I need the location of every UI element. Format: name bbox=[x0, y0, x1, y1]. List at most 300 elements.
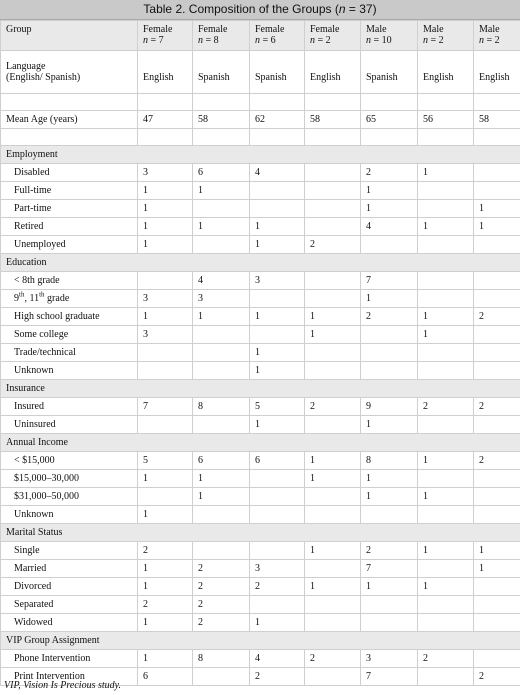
value-cell bbox=[418, 236, 474, 254]
column-gender: Male bbox=[366, 24, 387, 35]
value-cell: 8 bbox=[193, 650, 250, 668]
value-cell bbox=[250, 506, 305, 524]
value-cell: 3 bbox=[138, 164, 193, 182]
value-cell: 8 bbox=[193, 398, 250, 416]
value-cell bbox=[305, 164, 361, 182]
empty-cell bbox=[474, 94, 520, 111]
value-cell: 2 bbox=[305, 398, 361, 416]
table-row bbox=[1, 452, 520, 470]
table-row bbox=[1, 470, 520, 488]
row-label: $31,000–50,000 bbox=[1, 488, 138, 506]
value-cell: 5 bbox=[138, 452, 193, 470]
value-cell bbox=[361, 614, 418, 632]
row-label: Widowed bbox=[1, 614, 138, 632]
value-cell bbox=[305, 362, 361, 380]
row-label: Full-time bbox=[1, 182, 138, 200]
row-label: Insured bbox=[1, 398, 138, 416]
value-cell: 1 bbox=[418, 452, 474, 470]
language-cell: Spanish bbox=[361, 51, 418, 94]
language-label bbox=[1, 51, 138, 94]
value-cell: 3 bbox=[250, 272, 305, 290]
value-cell: 5 bbox=[250, 398, 305, 416]
row-label: Phone Intervention bbox=[1, 650, 138, 668]
value-cell bbox=[193, 236, 250, 254]
table-footnote: VIP, Vision Is Precious study. bbox=[4, 680, 122, 691]
row-label: Separated bbox=[1, 596, 138, 614]
row-label-part: , 11 bbox=[24, 293, 40, 304]
column-gender: Female bbox=[143, 24, 173, 35]
empty-cell bbox=[193, 129, 250, 146]
value-cell: 1 bbox=[474, 542, 520, 560]
column-gender: Male bbox=[423, 24, 444, 35]
value-cell: 1 bbox=[418, 488, 474, 506]
value-cell: 1 bbox=[361, 488, 418, 506]
mean-age-cell: 47 bbox=[138, 111, 193, 129]
column-n-symbol: n bbox=[255, 35, 260, 46]
column-n-symbol: n bbox=[143, 35, 148, 46]
table-row bbox=[1, 182, 520, 200]
value-cell: 2 bbox=[305, 650, 361, 668]
value-cell: 2 bbox=[361, 308, 418, 326]
value-cell: 1 bbox=[138, 308, 193, 326]
composition-table bbox=[0, 20, 520, 686]
value-cell bbox=[193, 362, 250, 380]
value-cell bbox=[250, 596, 305, 614]
value-cell bbox=[474, 596, 520, 614]
value-cell bbox=[250, 542, 305, 560]
value-cell: 2 bbox=[250, 578, 305, 596]
empty-cell bbox=[250, 94, 305, 111]
mean-age-cell: 56 bbox=[418, 111, 474, 129]
mean-age-label: Mean Age (years) bbox=[1, 111, 138, 129]
value-cell: 1 bbox=[361, 182, 418, 200]
empty-cell bbox=[418, 94, 474, 111]
table-row bbox=[1, 650, 520, 668]
mean-age-row bbox=[1, 111, 520, 129]
table-row bbox=[1, 416, 520, 434]
value-cell: 2 bbox=[474, 398, 520, 416]
value-cell: 1 bbox=[138, 182, 193, 200]
column-header bbox=[361, 21, 418, 51]
section-row-marital bbox=[1, 524, 520, 542]
value-cell bbox=[138, 344, 193, 362]
value-cell: 1 bbox=[138, 650, 193, 668]
section-label-insurance: Insurance bbox=[1, 380, 520, 398]
value-cell bbox=[418, 272, 474, 290]
section-row-income bbox=[1, 434, 520, 452]
mean-age-cell: 62 bbox=[250, 111, 305, 129]
section-label-vip: VIP Group Assignment bbox=[1, 632, 520, 650]
value-cell: 3 bbox=[193, 290, 250, 308]
value-cell bbox=[305, 218, 361, 236]
empty-cell bbox=[361, 129, 418, 146]
empty-cell bbox=[1, 129, 138, 146]
table-row bbox=[1, 236, 520, 254]
value-cell bbox=[361, 596, 418, 614]
value-cell bbox=[138, 488, 193, 506]
value-cell bbox=[305, 614, 361, 632]
value-cell bbox=[193, 200, 250, 218]
value-cell: 7 bbox=[361, 272, 418, 290]
value-cell: 2 bbox=[250, 668, 305, 686]
value-cell: 1 bbox=[361, 416, 418, 434]
value-cell bbox=[474, 506, 520, 524]
value-cell bbox=[305, 272, 361, 290]
empty-cell bbox=[361, 94, 418, 111]
value-cell bbox=[193, 416, 250, 434]
table-row bbox=[1, 308, 520, 326]
value-cell bbox=[418, 560, 474, 578]
value-cell: 3 bbox=[250, 560, 305, 578]
mean-age-cell: 65 bbox=[361, 111, 418, 129]
table-row bbox=[1, 218, 520, 236]
value-cell: 2 bbox=[474, 452, 520, 470]
column-count: = 6 bbox=[260, 35, 276, 46]
value-cell: 1 bbox=[418, 164, 474, 182]
value-cell bbox=[474, 578, 520, 596]
value-cell bbox=[418, 200, 474, 218]
value-cell bbox=[474, 470, 520, 488]
section-label-education: Education bbox=[1, 254, 520, 272]
value-cell bbox=[474, 488, 520, 506]
language-cell: English bbox=[474, 51, 520, 94]
value-cell bbox=[305, 200, 361, 218]
value-cell bbox=[361, 362, 418, 380]
table-row bbox=[1, 488, 520, 506]
mean-age-cell: 58 bbox=[305, 111, 361, 129]
value-cell: 6 bbox=[193, 164, 250, 182]
header-row bbox=[1, 21, 520, 51]
value-cell bbox=[361, 236, 418, 254]
row-label: Disabled bbox=[1, 164, 138, 182]
empty-cell bbox=[138, 94, 193, 111]
value-cell bbox=[474, 290, 520, 308]
value-cell bbox=[474, 164, 520, 182]
row-label: < 8th grade bbox=[1, 272, 138, 290]
section-label-employment: Employment bbox=[1, 146, 520, 164]
value-cell bbox=[193, 542, 250, 560]
table-row bbox=[1, 344, 520, 362]
value-cell bbox=[418, 344, 474, 362]
value-cell: 1 bbox=[250, 218, 305, 236]
empty-cell bbox=[193, 94, 250, 111]
column-gender: Male bbox=[479, 24, 500, 35]
table-title-suffix: = 37) bbox=[345, 2, 377, 16]
value-cell: 9 bbox=[361, 398, 418, 416]
table-row bbox=[1, 200, 520, 218]
value-cell: 1 bbox=[418, 542, 474, 560]
row-label: Married bbox=[1, 560, 138, 578]
value-cell bbox=[418, 596, 474, 614]
value-cell: 1 bbox=[250, 236, 305, 254]
value-cell: 1 bbox=[193, 182, 250, 200]
table-row bbox=[1, 362, 520, 380]
value-cell: 2 bbox=[193, 578, 250, 596]
row-label: High school graduate bbox=[1, 308, 138, 326]
value-cell bbox=[138, 272, 193, 290]
table-row bbox=[1, 398, 520, 416]
value-cell: 1 bbox=[305, 326, 361, 344]
value-cell bbox=[193, 506, 250, 524]
spacer-row bbox=[1, 94, 520, 111]
value-cell bbox=[474, 326, 520, 344]
value-cell bbox=[305, 506, 361, 524]
value-cell: 3 bbox=[138, 290, 193, 308]
value-cell bbox=[250, 326, 305, 344]
value-cell: 1 bbox=[138, 218, 193, 236]
column-count: = 2 bbox=[484, 35, 500, 46]
column-n-symbol: n bbox=[479, 35, 484, 46]
value-cell: 4 bbox=[250, 650, 305, 668]
column-header bbox=[138, 21, 193, 51]
language-cell: Spanish bbox=[193, 51, 250, 94]
row-label: Part-time bbox=[1, 200, 138, 218]
value-cell: 1 bbox=[250, 344, 305, 362]
section-row-employment bbox=[1, 146, 520, 164]
value-cell: 1 bbox=[418, 578, 474, 596]
value-cell: 2 bbox=[418, 398, 474, 416]
row-label bbox=[1, 290, 138, 308]
section-label-income: Annual Income bbox=[1, 434, 520, 452]
row-label: Retired bbox=[1, 218, 138, 236]
value-cell: 8 bbox=[361, 452, 418, 470]
group-header: Group bbox=[1, 21, 138, 51]
value-cell bbox=[250, 488, 305, 506]
value-cell bbox=[474, 416, 520, 434]
row-label: Some college bbox=[1, 326, 138, 344]
value-cell bbox=[418, 290, 474, 308]
column-count: = 8 bbox=[203, 35, 219, 46]
value-cell bbox=[361, 326, 418, 344]
value-cell: 6 bbox=[193, 452, 250, 470]
table-row bbox=[1, 542, 520, 560]
value-cell: 1 bbox=[361, 578, 418, 596]
row-label-part: grade bbox=[44, 293, 70, 304]
value-cell: 2 bbox=[138, 542, 193, 560]
row-label: Single bbox=[1, 542, 138, 560]
language-cell: English bbox=[418, 51, 474, 94]
row-label-superscript: th bbox=[39, 290, 45, 299]
table-row bbox=[1, 614, 520, 632]
value-cell: 6 bbox=[138, 668, 193, 686]
empty-cell bbox=[305, 129, 361, 146]
value-cell bbox=[305, 344, 361, 362]
value-cell bbox=[305, 290, 361, 308]
mean-age-cell: 58 bbox=[193, 111, 250, 129]
column-n-symbol: n bbox=[310, 35, 315, 46]
value-cell: 2 bbox=[361, 164, 418, 182]
row-label: Unknown bbox=[1, 362, 138, 380]
column-n-symbol: n bbox=[423, 35, 428, 46]
value-cell: 1 bbox=[474, 218, 520, 236]
value-cell bbox=[474, 344, 520, 362]
table-row bbox=[1, 290, 520, 308]
value-cell bbox=[250, 290, 305, 308]
value-cell bbox=[305, 560, 361, 578]
value-cell bbox=[250, 200, 305, 218]
section-row-vip bbox=[1, 632, 520, 650]
section-row-education bbox=[1, 254, 520, 272]
column-header bbox=[250, 21, 305, 51]
value-cell: 4 bbox=[193, 272, 250, 290]
column-header bbox=[418, 21, 474, 51]
value-cell: 1 bbox=[138, 200, 193, 218]
value-cell bbox=[418, 470, 474, 488]
value-cell: 1 bbox=[138, 470, 193, 488]
value-cell: 2 bbox=[474, 308, 520, 326]
language-cell: Spanish bbox=[250, 51, 305, 94]
column-gender: Female bbox=[255, 24, 285, 35]
value-cell bbox=[418, 416, 474, 434]
row-label: Uninsured bbox=[1, 416, 138, 434]
value-cell: 1 bbox=[250, 416, 305, 434]
row-label: Trade/technical bbox=[1, 344, 138, 362]
value-cell: 7 bbox=[361, 560, 418, 578]
value-cell: 2 bbox=[138, 596, 193, 614]
table-title-prefix: Table 2. Composition of the Groups ( bbox=[143, 2, 339, 16]
value-cell bbox=[474, 362, 520, 380]
value-cell: 2 bbox=[361, 542, 418, 560]
value-cell: 1 bbox=[305, 308, 361, 326]
value-cell bbox=[474, 236, 520, 254]
value-cell: 1 bbox=[138, 560, 193, 578]
column-count: = 10 bbox=[371, 35, 392, 46]
row-label-superscript: th bbox=[19, 290, 25, 299]
language-row bbox=[1, 51, 520, 94]
value-cell bbox=[305, 596, 361, 614]
value-cell: 1 bbox=[305, 578, 361, 596]
empty-cell bbox=[1, 94, 138, 111]
row-label: Divorced bbox=[1, 578, 138, 596]
value-cell: 2 bbox=[305, 236, 361, 254]
value-cell bbox=[474, 182, 520, 200]
value-cell bbox=[418, 362, 474, 380]
value-cell: 1 bbox=[418, 218, 474, 236]
column-count: = 2 bbox=[428, 35, 444, 46]
table-row bbox=[1, 506, 520, 524]
value-cell bbox=[361, 344, 418, 362]
empty-cell bbox=[305, 94, 361, 111]
value-cell: 1 bbox=[250, 614, 305, 632]
value-cell: 1 bbox=[193, 470, 250, 488]
value-cell: 1 bbox=[193, 308, 250, 326]
value-cell: 7 bbox=[361, 668, 418, 686]
empty-cell bbox=[474, 129, 520, 146]
value-cell: 1 bbox=[193, 218, 250, 236]
value-cell: 1 bbox=[361, 470, 418, 488]
column-header bbox=[193, 21, 250, 51]
value-cell: 1 bbox=[474, 200, 520, 218]
value-cell: 7 bbox=[138, 398, 193, 416]
value-cell: 1 bbox=[250, 308, 305, 326]
value-cell: 1 bbox=[418, 308, 474, 326]
table-row bbox=[1, 560, 520, 578]
value-cell bbox=[418, 614, 474, 632]
value-cell bbox=[474, 272, 520, 290]
value-cell bbox=[193, 344, 250, 362]
value-cell: 1 bbox=[193, 488, 250, 506]
table-row bbox=[1, 596, 520, 614]
table-title-n: n bbox=[338, 2, 346, 16]
value-cell bbox=[305, 488, 361, 506]
column-gender: Female bbox=[198, 24, 228, 35]
value-cell bbox=[138, 362, 193, 380]
table-row bbox=[1, 164, 520, 182]
column-count: = 2 bbox=[315, 35, 331, 46]
value-cell bbox=[138, 416, 193, 434]
table-row bbox=[1, 578, 520, 596]
empty-cell bbox=[138, 129, 193, 146]
column-header bbox=[305, 21, 361, 51]
table-row bbox=[1, 272, 520, 290]
value-cell: 1 bbox=[138, 506, 193, 524]
row-label: < $15,000 bbox=[1, 452, 138, 470]
value-cell: 2 bbox=[418, 650, 474, 668]
value-cell: 4 bbox=[250, 164, 305, 182]
value-cell: 3 bbox=[361, 650, 418, 668]
value-cell: 2 bbox=[193, 560, 250, 578]
value-cell bbox=[193, 326, 250, 344]
value-cell bbox=[305, 416, 361, 434]
value-cell bbox=[250, 470, 305, 488]
value-cell: 1 bbox=[305, 542, 361, 560]
column-count: = 7 bbox=[148, 35, 164, 46]
value-cell: 2 bbox=[193, 614, 250, 632]
empty-cell bbox=[250, 129, 305, 146]
value-cell: 3 bbox=[138, 326, 193, 344]
row-label: Print Intervention bbox=[1, 668, 138, 686]
value-cell: 6 bbox=[250, 452, 305, 470]
value-cell bbox=[361, 506, 418, 524]
language-cell: English bbox=[138, 51, 193, 94]
value-cell bbox=[418, 506, 474, 524]
row-label-part: 9 bbox=[14, 293, 19, 304]
language-label-line1: Language bbox=[6, 61, 46, 72]
language-label-line2: (English/ Spanish) bbox=[6, 72, 81, 83]
column-gender: Female bbox=[310, 24, 340, 35]
value-cell: 1 bbox=[361, 200, 418, 218]
value-cell: 1 bbox=[138, 236, 193, 254]
value-cell bbox=[418, 182, 474, 200]
language-cell: English bbox=[305, 51, 361, 94]
value-cell: 1 bbox=[418, 326, 474, 344]
column-n-symbol: n bbox=[366, 35, 371, 46]
value-cell bbox=[250, 182, 305, 200]
value-cell: 1 bbox=[361, 290, 418, 308]
column-header bbox=[474, 21, 520, 51]
value-cell bbox=[305, 182, 361, 200]
value-cell: 2 bbox=[193, 596, 250, 614]
empty-cell bbox=[418, 129, 474, 146]
value-cell bbox=[474, 650, 520, 668]
table-row bbox=[1, 326, 520, 344]
value-cell: 1 bbox=[305, 452, 361, 470]
table-title bbox=[0, 0, 520, 20]
row-label: Unemployed bbox=[1, 236, 138, 254]
value-cell: 1 bbox=[250, 362, 305, 380]
value-cell: 1 bbox=[138, 614, 193, 632]
value-cell: 1 bbox=[138, 578, 193, 596]
section-row-insurance bbox=[1, 380, 520, 398]
value-cell: 2 bbox=[474, 668, 520, 686]
column-n-symbol: n bbox=[198, 35, 203, 46]
value-cell: 1 bbox=[474, 560, 520, 578]
spacer-row bbox=[1, 129, 520, 146]
row-label: $15,000–30,000 bbox=[1, 470, 138, 488]
value-cell: 4 bbox=[361, 218, 418, 236]
section-label-marital: Marital Status bbox=[1, 524, 520, 542]
row-label: Unknown bbox=[1, 506, 138, 524]
